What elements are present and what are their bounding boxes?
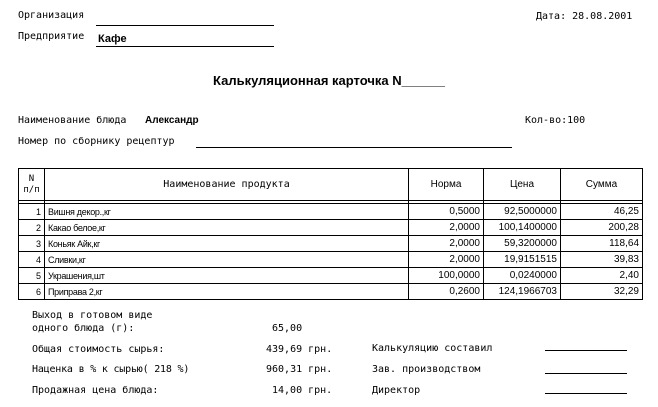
org-label: Организация bbox=[18, 10, 85, 21]
cell-sum: 200,28 bbox=[561, 220, 643, 236]
cell-sum: 46,25 bbox=[561, 204, 643, 220]
signature-compiled-line bbox=[545, 350, 627, 351]
signature-production-label: Зав. производством bbox=[372, 364, 481, 375]
signature-director-label: Директор bbox=[372, 385, 421, 396]
cell-no: 4 bbox=[19, 252, 45, 268]
cell-product: Украшения,шт bbox=[45, 268, 409, 284]
cell-price: 59,3200000 bbox=[484, 236, 561, 252]
cell-norm: 0,5000 bbox=[409, 204, 484, 220]
date-text: Дата: 28.08.2001 bbox=[536, 11, 633, 22]
cell-sum: 2,40 bbox=[561, 268, 643, 284]
cell-product: Приправа 2,кг bbox=[45, 284, 409, 300]
cell-product: Вишня декор.,кг bbox=[45, 204, 409, 220]
cell-price: 92,5000000 bbox=[484, 204, 561, 220]
cell-norm: 2,0000 bbox=[409, 220, 484, 236]
col-header-name: Наименование продукта bbox=[45, 169, 409, 201]
cell-norm: 0,2600 bbox=[409, 284, 484, 300]
cell-price: 124,1966703 bbox=[484, 284, 561, 300]
products-table bbox=[18, 168, 643, 300]
cell-price: 0,0240000 bbox=[484, 268, 561, 284]
col-header-no: N п/п bbox=[19, 169, 45, 201]
quantity-text: Кол-во:100 bbox=[525, 115, 586, 126]
col-header-sum: Сумма bbox=[561, 169, 643, 201]
enterprise-label: Предприятие bbox=[18, 31, 85, 42]
table-row bbox=[19, 220, 643, 236]
cell-no: 1 bbox=[19, 204, 45, 220]
col-header-price: Цена bbox=[484, 169, 561, 201]
sale-price-label: Продажная цена блюда: bbox=[32, 385, 159, 396]
cell-price: 100,1400000 bbox=[484, 220, 561, 236]
cost-label: Общая стоимость сырья: bbox=[32, 344, 165, 355]
dish-name-value: Александр bbox=[145, 115, 199, 126]
cell-product: Коньяк Айк,кг bbox=[45, 236, 409, 252]
col-header-norm: Норма bbox=[409, 169, 484, 201]
yield-value: 65,00 bbox=[272, 323, 303, 334]
cell-sum: 32,29 bbox=[561, 284, 643, 300]
cell-norm: 100,0000 bbox=[409, 268, 484, 284]
cost-value: 439,69 грн. bbox=[266, 344, 333, 355]
table-row bbox=[19, 252, 643, 268]
cell-no: 6 bbox=[19, 284, 45, 300]
cell-sum: 118,64 bbox=[561, 236, 643, 252]
signature-production-line bbox=[545, 373, 627, 374]
table-row bbox=[19, 236, 643, 252]
document-title: Калькуляционная карточка N______ bbox=[213, 73, 446, 88]
cell-price: 19,9151515 bbox=[484, 252, 561, 268]
dish-name-label: Наименование блюда bbox=[18, 115, 127, 126]
yield-label-line1: Выход в готовом виде bbox=[32, 310, 153, 321]
table-row bbox=[19, 284, 643, 300]
org-underline bbox=[96, 25, 274, 26]
markup-value: 960,31 грн. bbox=[266, 364, 333, 375]
table-row bbox=[19, 204, 643, 220]
cell-product: Какао белое,кг bbox=[45, 220, 409, 236]
enterprise-underline bbox=[96, 46, 274, 47]
sale-price-value: 14,00 грн. bbox=[272, 385, 333, 396]
signature-compiled-label: Калькуляцию составил bbox=[372, 343, 493, 354]
enterprise-value: Кафе bbox=[98, 33, 127, 45]
recipe-underline bbox=[196, 147, 512, 148]
cell-norm: 2,0000 bbox=[409, 236, 484, 252]
cell-product: Сливки,кг bbox=[45, 252, 409, 268]
yield-label-line2: одного блюда (г): bbox=[32, 323, 135, 334]
table-row bbox=[19, 268, 643, 284]
markup-label: Наценка в % к сырью( 218 %) bbox=[32, 364, 190, 375]
cell-no: 5 bbox=[19, 268, 45, 284]
table-header-row bbox=[19, 169, 643, 201]
cell-no: 2 bbox=[19, 220, 45, 236]
signature-director-line bbox=[545, 393, 627, 394]
cell-sum: 39,83 bbox=[561, 252, 643, 268]
recipe-label: Номер по сборнику рецептур bbox=[18, 136, 175, 147]
cell-no: 3 bbox=[19, 236, 45, 252]
cell-norm: 2,0000 bbox=[409, 252, 484, 268]
